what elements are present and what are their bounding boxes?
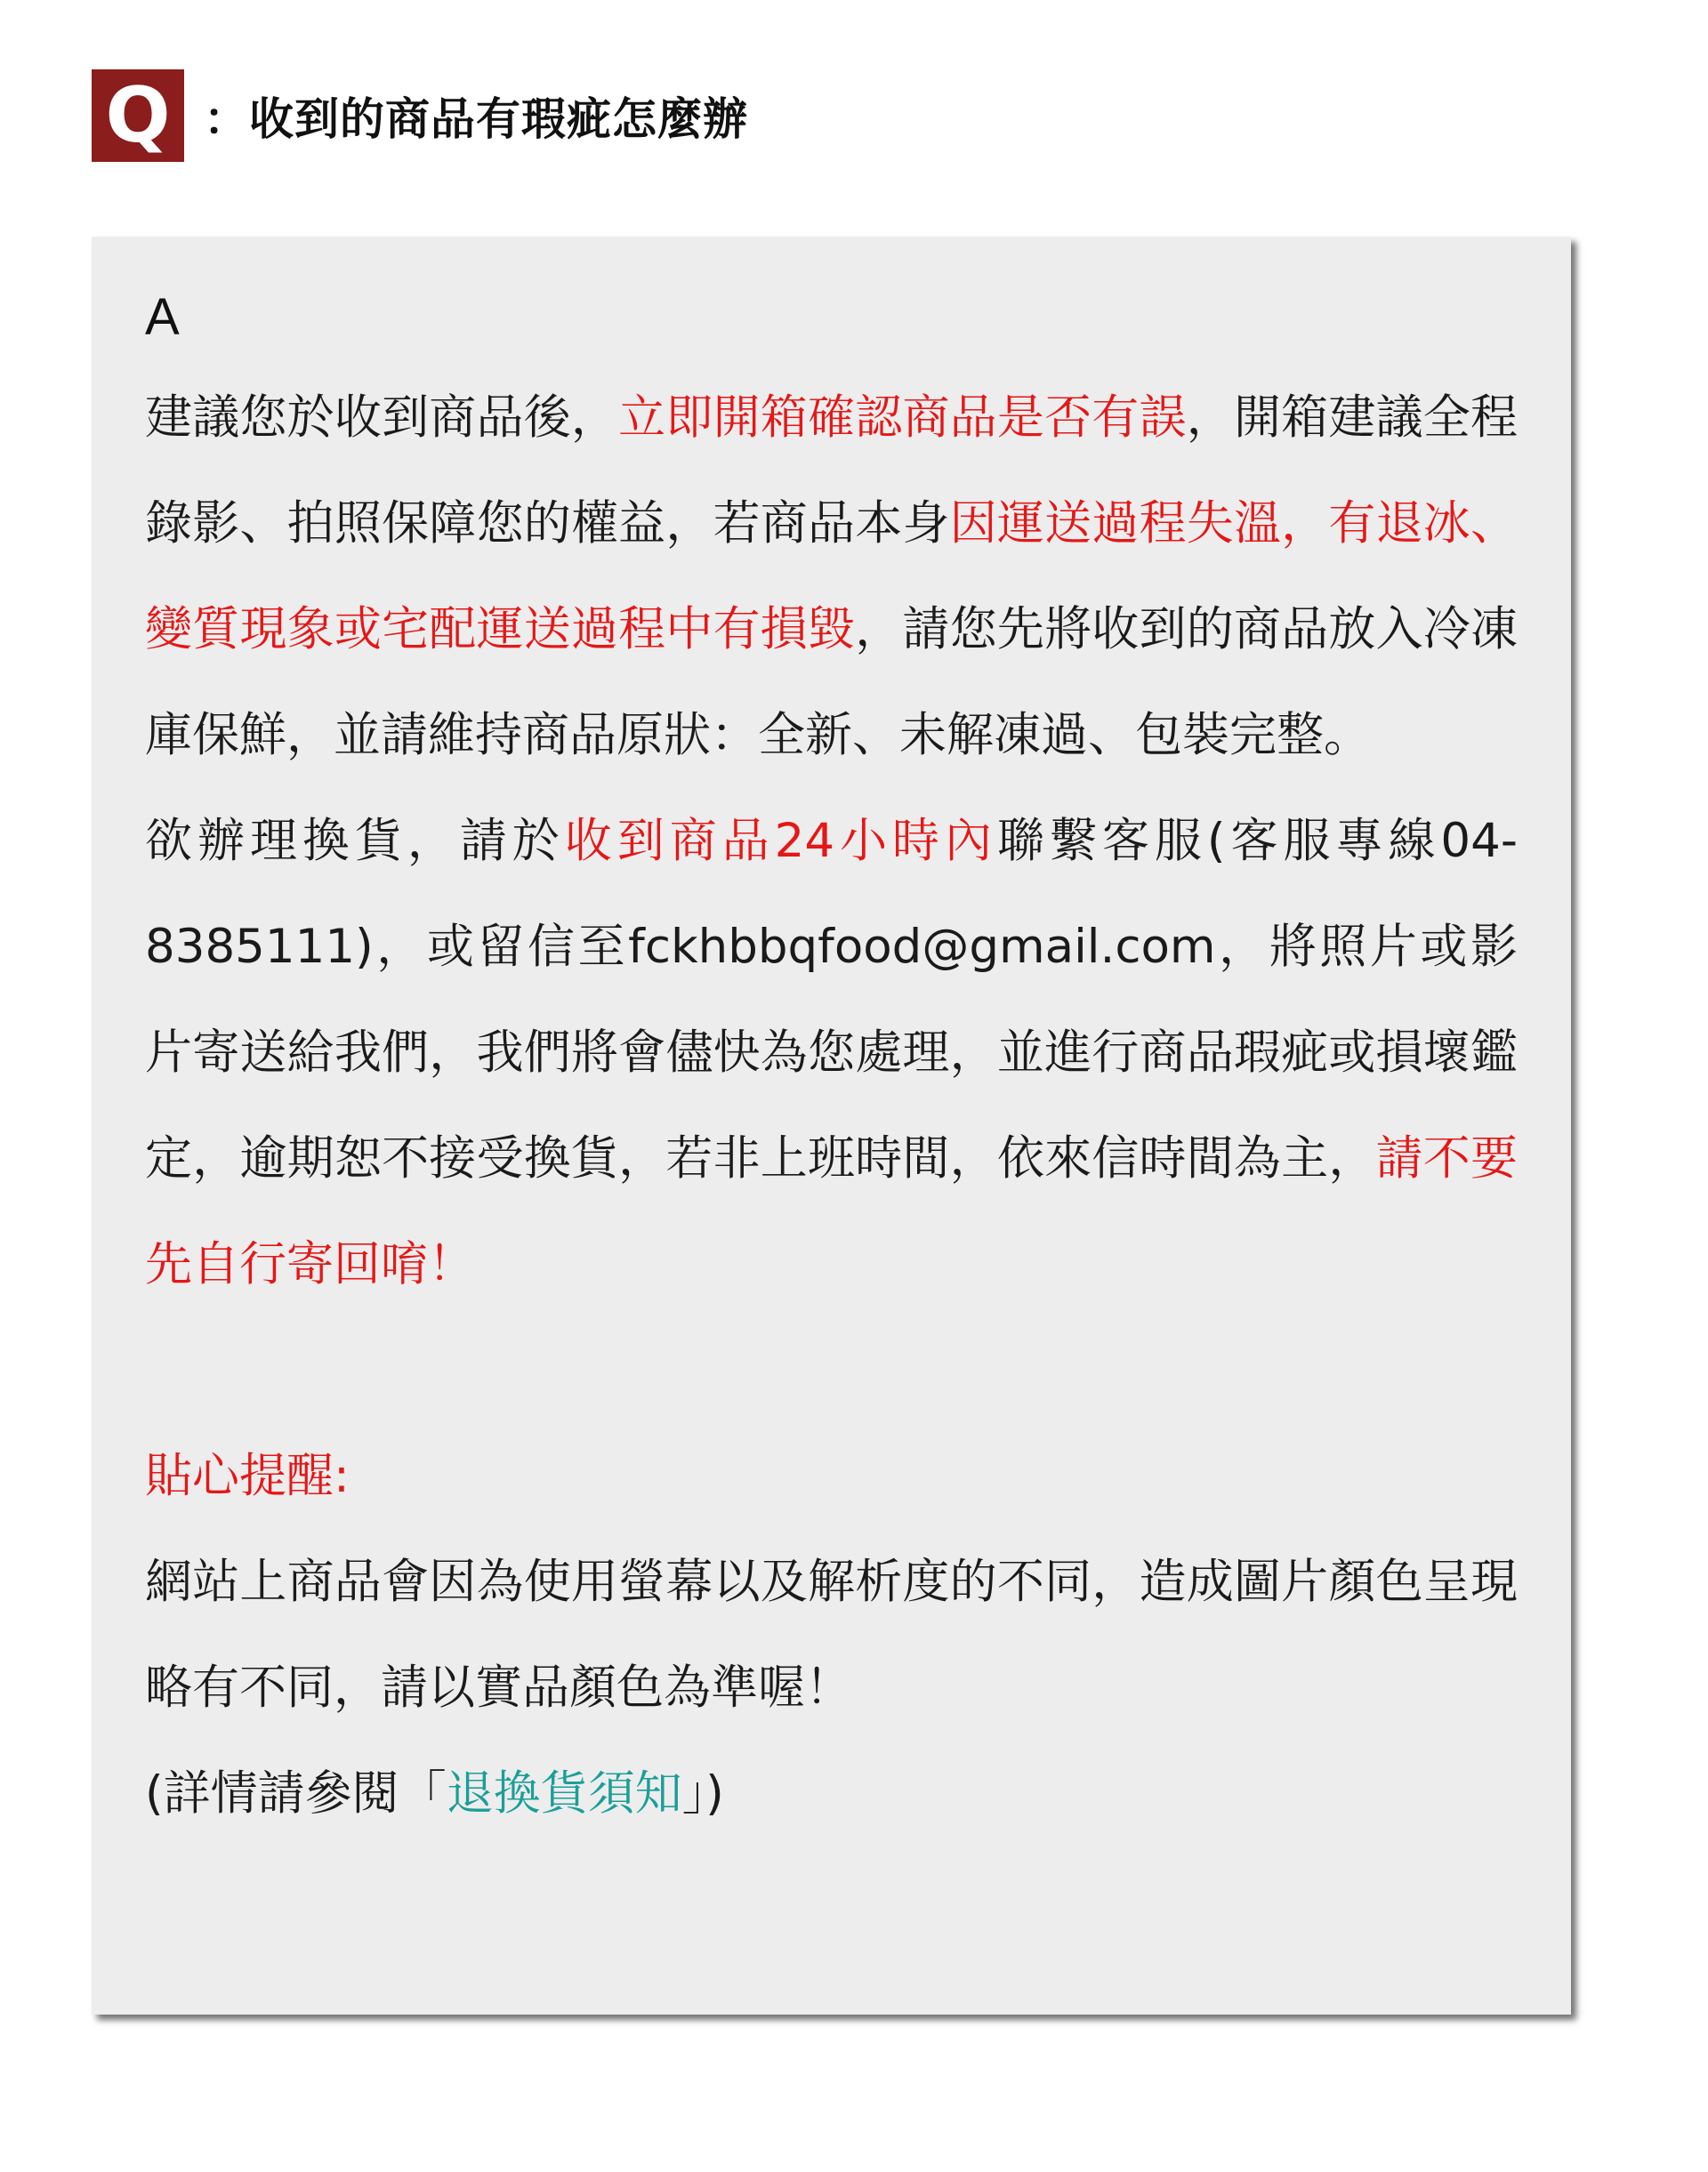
p2-highlight-1: 收到商品24小時內 — [564, 814, 997, 868]
reminder-body: 網站上商品會因為使用螢幕以及解析度的不同，造成圖片顏色呈現略有不同，請以實品顏色為準喔！ — [145, 1555, 1518, 1715]
see-suffix: 」) — [681, 1766, 724, 1821]
reminder-see-more — [145, 1741, 1518, 1846]
p1-text-3: ，請您先將收到的商品放入冷凍庫保鮮，並請維持商品原狀：全新、未解凍過、包裝完整。 — [145, 602, 1519, 762]
question-title: ：收到的商品有瑕疵怎麼辦 — [204, 93, 748, 145]
p2-text-1: 欲辦理換貨，請於 — [145, 814, 565, 868]
p2-text-2: 聯繫客服(客服專線04-8385111)，或留信至fckhbbqfood@gmail.com，將照片或影片寄送給我們，我們將會儘快為您處理，並進行商品瑕疵或損壞鑑定，逾期恕不接受換貨，若非上班時間，依來信時間為主， — [145, 814, 1518, 1186]
p1-text-2: ，開箱建議全程錄影、拍照保障您的權益，若商品本身 — [145, 390, 1519, 551]
p1-highlight-2: 因運送過程失溫，有退冰、變質現象或宅配運送過程中有損毀 — [145, 496, 1519, 656]
answer-card — [92, 237, 1571, 2015]
p1-highlight-1: 立即開箱確認商品是否有誤 — [618, 390, 1187, 445]
q-badge: Q — [92, 69, 184, 162]
return-policy-link[interactable]: 退換貨須知 — [446, 1766, 682, 1821]
question-header — [92, 69, 748, 162]
see-prefix: (詳情請參閱「 — [145, 1766, 447, 1821]
spacer — [145, 1317, 1518, 1423]
reminder-title: 貼心提醒: — [145, 1449, 350, 1503]
p2-highlight-2: 請不要先自行寄回唷！ — [145, 1131, 1519, 1291]
answer-paragraph-inspection — [145, 365, 1518, 788]
answer-paragraph-exchange — [145, 788, 1518, 1317]
answer-label: A — [145, 288, 180, 346]
p1-text-1: 建議您於收到商品後， — [145, 390, 619, 445]
